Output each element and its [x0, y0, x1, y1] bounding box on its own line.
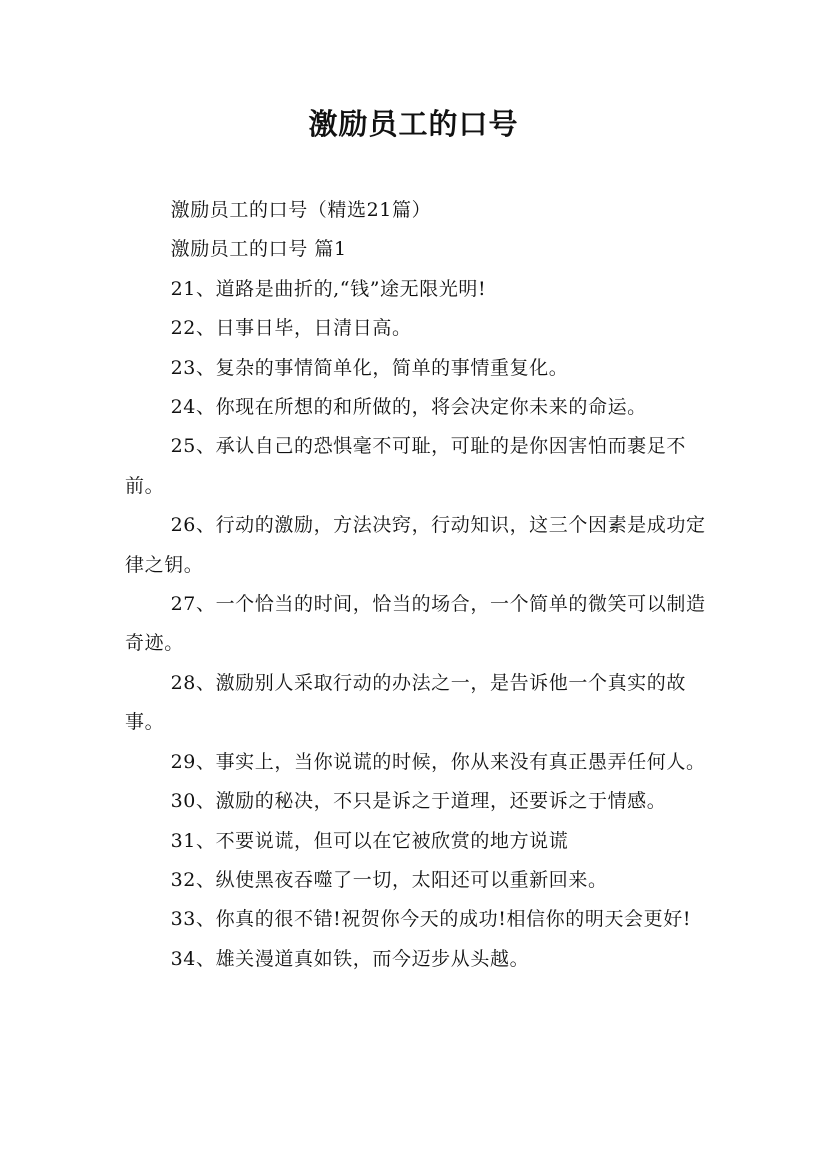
- paragraph: 26、行动的激励，方法决窍，行动知识，这三个因素是成功定律之钥。: [125, 514, 706, 576]
- paragraph: 激励员工的口号（精选21篇）: [170, 199, 432, 221]
- paragraph: 25、承认自己的恐惧毫不可耻，可耻的是你因害怕而裹足不前。: [125, 435, 686, 497]
- paragraph: 23、复杂的事情简单化，简单的事情重复化。: [170, 356, 569, 379]
- document-title: 激励员工的口号: [308, 107, 519, 141]
- paragraph: 33、你真的很不错!祝贺你今天的成功!相信你的明天会更好!: [170, 908, 692, 931]
- document-body: [125, 191, 717, 979]
- paragraph: 27、一个恰当的时间，恰当的场合，一个简单的微笑可以制造奇迹。: [125, 593, 706, 655]
- paragraph: 28、激励别人采取行动的办法之一，是告诉他一个真实的故事。: [125, 671, 686, 734]
- paragraph: 21、道路是曲折的,“钱”途无限光明!: [170, 277, 487, 300]
- paragraph: 24、你现在所想的和所做的，将会决定你未来的命运。: [170, 396, 647, 419]
- paragraph: 32、纵使黑夜吞噬了一切，太阳还可以重新回来。: [170, 868, 608, 891]
- paragraph: 31、不要说谎，但可以在它被欣赏的地方说谎: [170, 829, 569, 852]
- paragraph: 激励员工的口号 篇1: [170, 238, 347, 261]
- paragraph: 30、激励的秘决，不只是诉之于道理，还要诉之于情感。: [170, 790, 667, 813]
- paragraph: 22、日事日毕，日清日高。: [170, 317, 412, 340]
- paragraph: 34、雄关漫道真如铁，而今迈步从头越。: [170, 947, 530, 970]
- paragraph: 29、事实上，当你说谎的时候，你从来没有真正愚弄任何人。: [170, 750, 706, 773]
